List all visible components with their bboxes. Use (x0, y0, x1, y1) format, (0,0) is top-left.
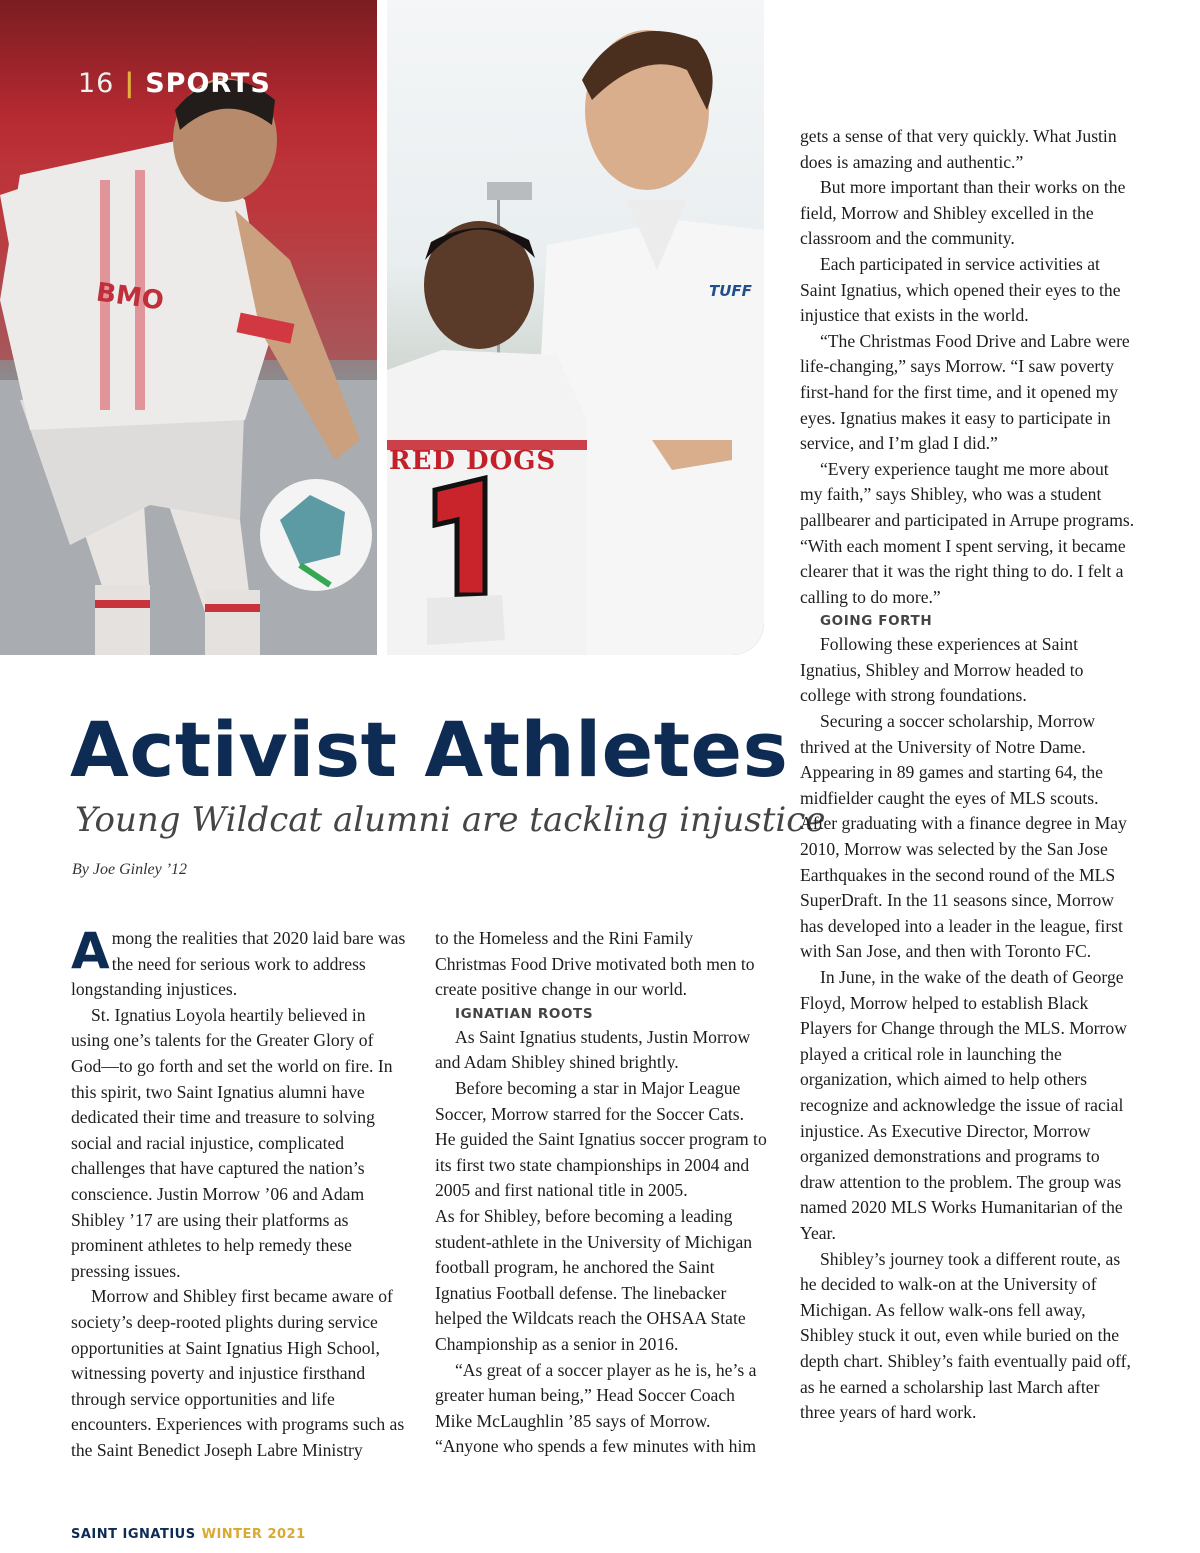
section-name: SPORTS (145, 68, 271, 99)
paragraph: Each participated in service activities at Saint Ignatius, which opened their eyes to the injustice that exists in the world. (800, 253, 1121, 326)
paragraph: St. Ignatius Loyola heartily believed in using one’s talents for the Greater Glory of God—to go forth and set the world on fire. In this spirit, two Saint Ignatius alumni have dedicated their time and treasure to solving social and racial injustice, complicated challenges that have captured the nation’s conscience. Justin Morrow ’06 and Adam Shibley ’17 are using their platforms as prominent athletes to help remedy these pressing issues. (71, 1004, 393, 1281)
section-subhead: GOING FORTH (820, 613, 933, 630)
paragraph: “The Christmas Food Drive and Labre were life-changing,” says Morrow. “I saw poverty first-hand for the first time, and it opened my eyes. Ignatius makes it easy to participate in service, and I’m glad I did.” (800, 330, 1130, 454)
page-number: 16 (78, 68, 115, 99)
article-column-2 (435, 926, 768, 1460)
shirt-logo-text: TUFF (709, 282, 752, 300)
paragraph: As Saint Ignatius students, Justin Morrow and Adam Shibley shined brightly. (435, 1026, 751, 1073)
paragraph: Before becoming a star in Major League Soccer, Morrow starred for the Soccer Cats. He guided the Saint Ignatius soccer program to its first two state championships in 2004 and 2005 and first national title in 2005. (435, 1077, 767, 1201)
paragraph: Morrow and Shibley first became aware of society’s deep-rooted plights during service opportunities at Saint Ignatius High School, witnessing poverty and injustice firsthand through service opportunities and life encounters. Experiences with programs such as the Saint Benedict Joseph Labre Ministry (71, 1286, 405, 1460)
drop-cap: A (71, 922, 110, 980)
paragraph: Following these experiences at Saint Ignatius, Shibley and Morrow headed to college with strong foundations. (800, 634, 1084, 706)
article-byline: By Joe Ginley ’12 (72, 861, 188, 878)
paragraph-text: mong the realities that 2020 laid bare was the need for serious work to address longstanding injustices. (71, 928, 406, 1000)
football-players-illustration (387, 0, 764, 655)
issue-label: WINTER 2021 (201, 1527, 306, 1542)
paragraph: But more important than their works on the field, Morrow and Shibley excelled in the classroom and the community. (800, 177, 1126, 249)
section-separator: | (124, 68, 136, 99)
article-column-3 (800, 124, 1135, 1426)
paragraph: Shibley’s journey took a different route, as he decided to walk-on at the University of Michigan. As fellow walk-ons fell away, Shibley stuck it out, even while buried on the depth chart. Shibley’s faith eventually paid off, as he earned a scholarship last March after three years of hard work. (800, 1248, 1131, 1423)
paragraph: Securing a soccer scholarship, Morrow thrived at the University of Notre Dame. Appearing in 89 games and starting 64, the midfielder caught the eyes of MLS scouts. After graduating with a finance degree in May 2010, Morrow was selected by the San Jose Earthquakes in the second round of the MLS SuperDraft. In the 11 seasons since, Morrow has developed into a leader in the league, first with San Jose, and then with Toronto FC. (800, 711, 1127, 962)
paragraph: gets a sense of that very quickly. What Justin does is amazing and authentic.” (800, 126, 1117, 172)
section-header (78, 68, 271, 99)
paragraph: “As great of a soccer player as he is, he’s a greater human being,” Head Soccer Coach Mike McLaughlin ’85 says of Morrow. “Anyone who spends a few minutes with him (435, 1359, 757, 1457)
article-title: Activist Athletes (70, 705, 789, 794)
section-subhead: IGNATIAN ROOTS (455, 1005, 594, 1022)
paragraph (71, 922, 406, 1003)
publication-name: SAINT IGNATIUS (71, 1527, 196, 1542)
jersey-team-text: RED DOGS (389, 446, 557, 476)
article-column-1 (71, 922, 406, 1463)
paragraph: In June, in the wake of the death of George Floyd, Morrow helped to establish Black Players for Change through the MLS. Morrow played a critical role in launching the organization, which aimed to help others recognize and acknowledge the issue of racial injustice. As Executive Director, Morrow organized demonstrations and programs to draw attention to the problem. The group was named 2020 MLS Works Humanitarian of the Year. (800, 967, 1127, 1243)
soccer-player-photo (0, 0, 377, 655)
paragraph: As for Shibley, before becoming a leading student-athlete in the University of Michigan football program, he anchored the Saint Ignatius Football defense. The linebacker helped the Wildcats reach the OHSAA State Championship as a senior in 2016. (435, 1205, 753, 1354)
paragraph: “Every experience taught me more about my faith,” says Shibley, who was a student pallbearer and participated in Arrupe programs. “With each moment I spent serving, it became clearer that it was the right thing to do. I felt a calling to do more.” (800, 458, 1135, 607)
jersey-sponsor-text: BMO (94, 277, 166, 317)
page-footer (71, 1527, 306, 1542)
football-players-photo (387, 0, 764, 655)
paragraph: to the Homeless and the Rini Family Christmas Food Drive motivated both men to create positive change in our world. (435, 928, 755, 1000)
article-subtitle: Young Wildcat alumni are tackling injustice (75, 800, 826, 840)
